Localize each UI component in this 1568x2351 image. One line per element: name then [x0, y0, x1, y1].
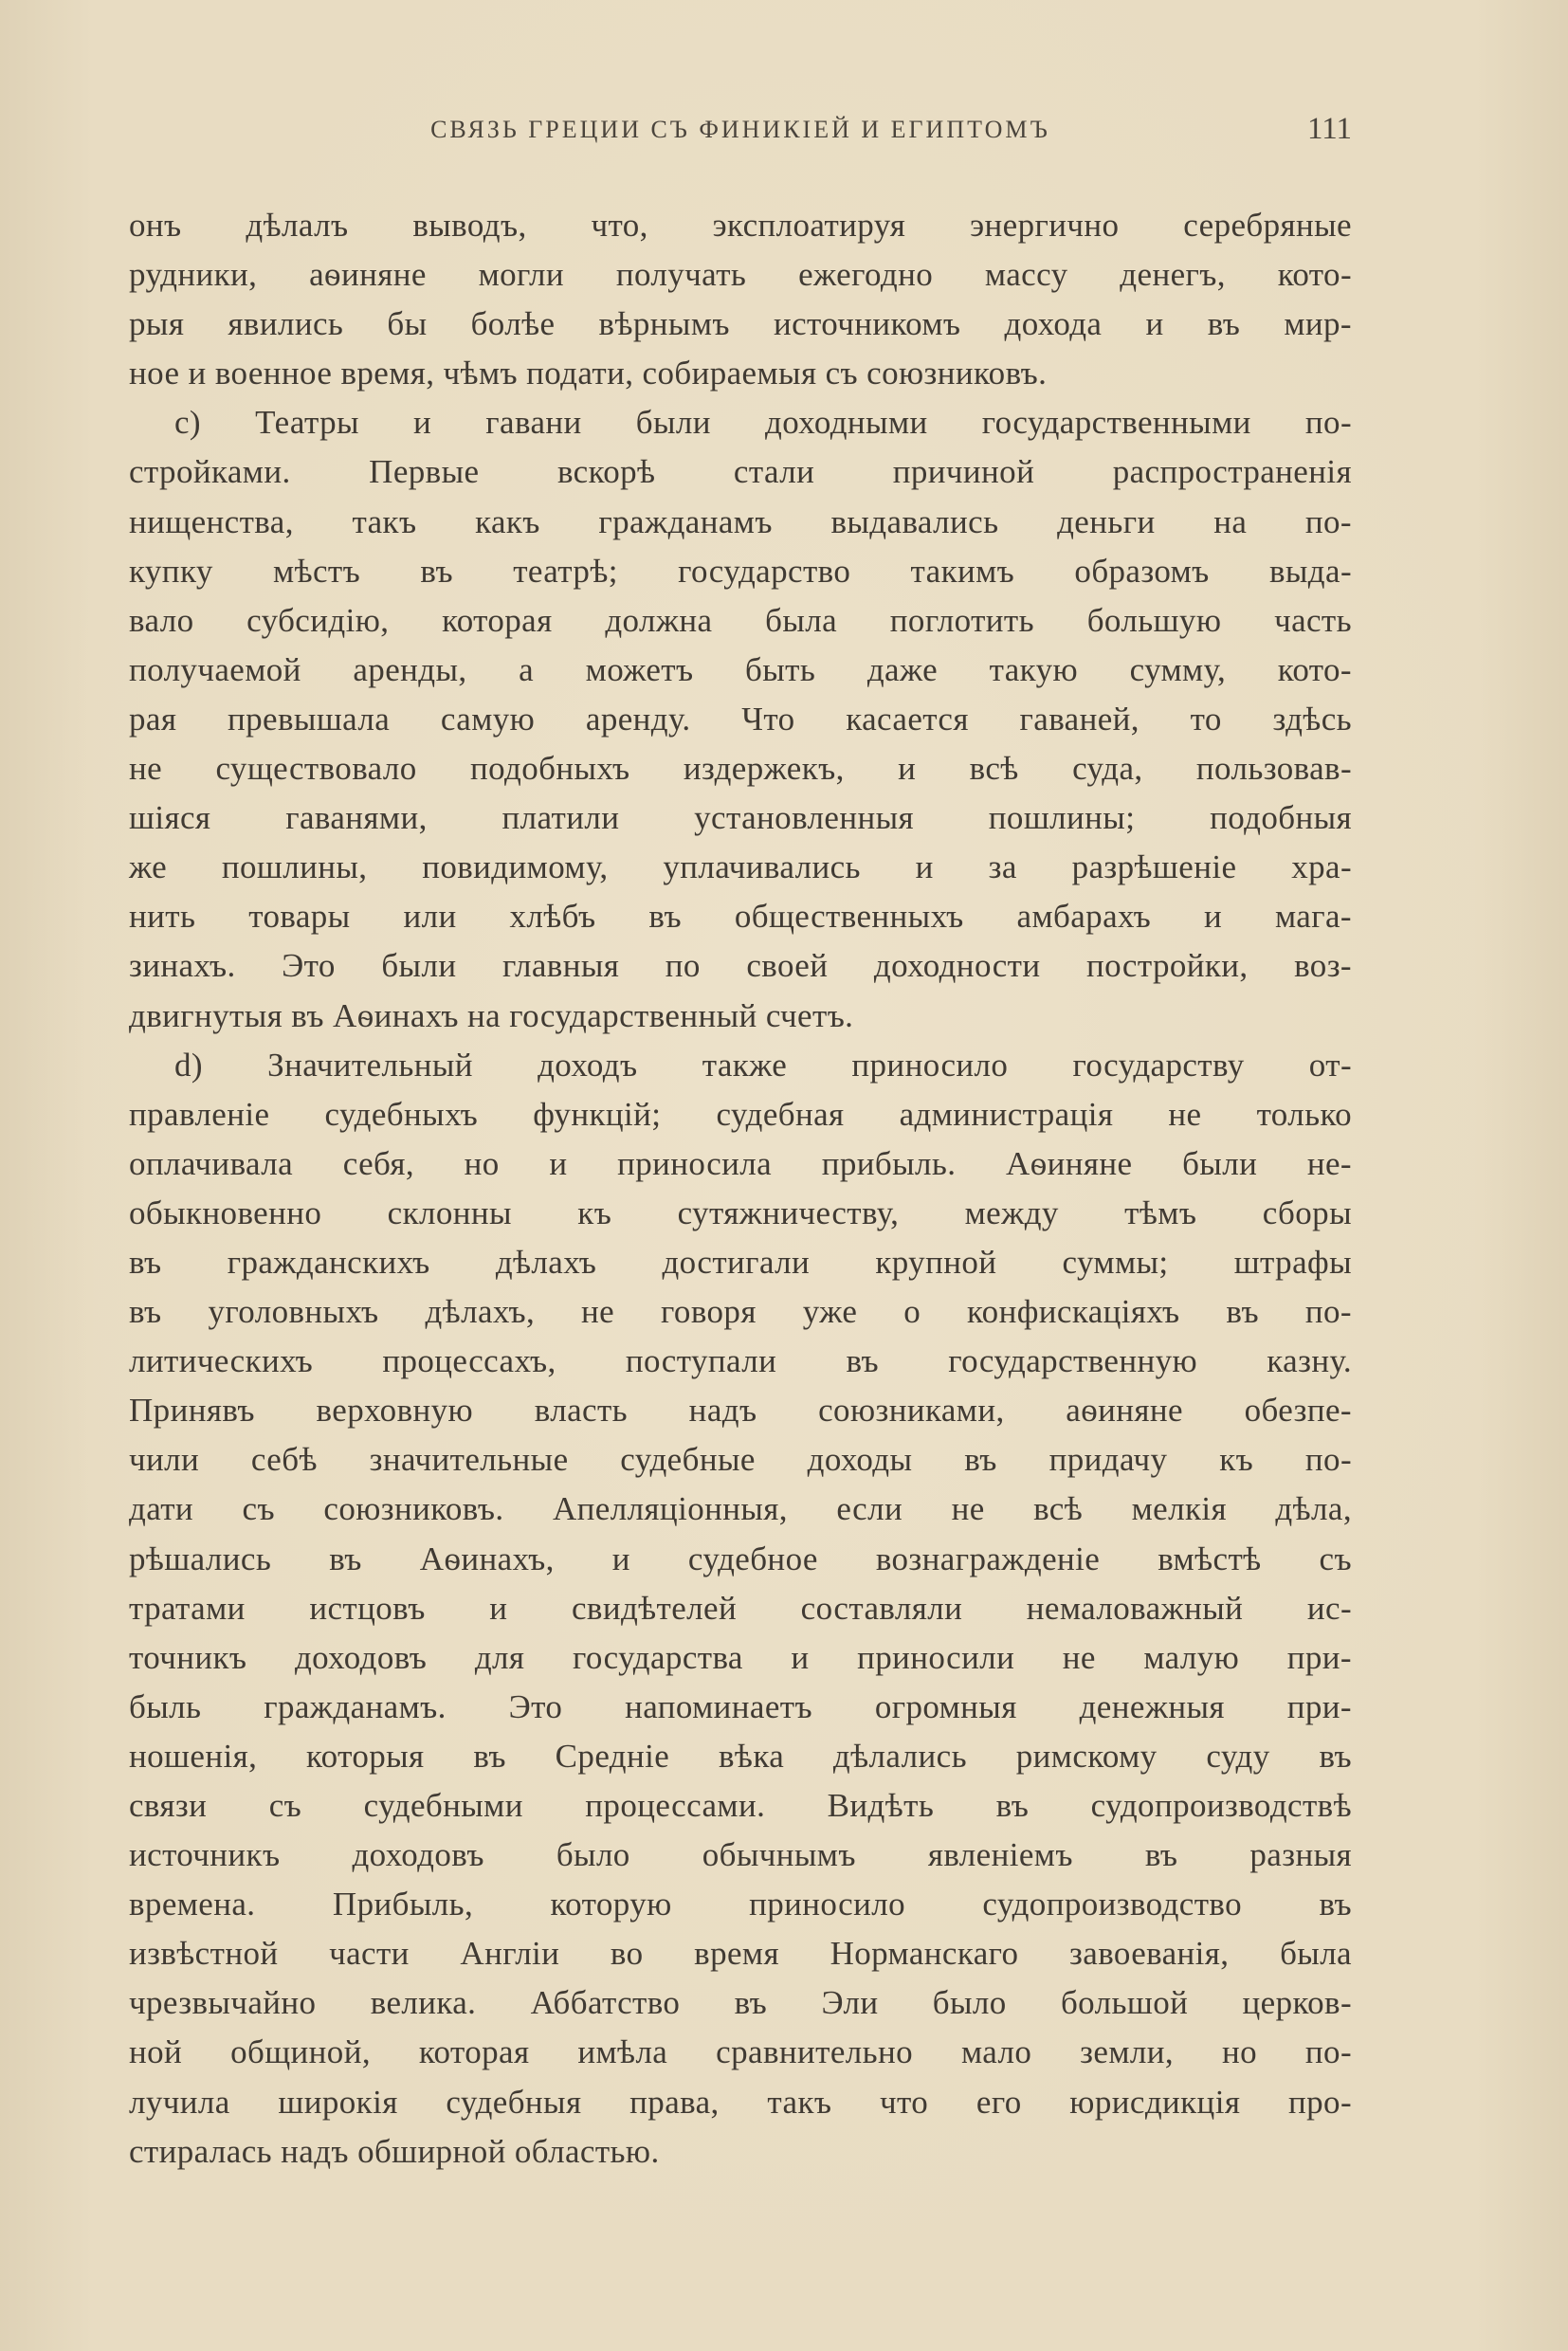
- text-line: рудники, аѳиняне могли получать ежегодно массу денегъ, кото-: [129, 256, 1352, 294]
- text-line: шіяся гаванями, платили установленныя пошлины; подобныя: [129, 799, 1352, 837]
- text-line: правленіе судебныхъ функцій; судебная администрація не только: [129, 1095, 1352, 1133]
- text-line: времена. Прибыль, которую приносило судопроизводство въ: [129, 1886, 1352, 1923]
- text-line: нить товары или хлѣбъ въ общественныхъ амбарахъ и мага-: [129, 898, 1352, 936]
- text-line: въ гражданскихъ дѣлахъ достигали крупной суммы; штрафы: [129, 1243, 1352, 1281]
- text-line: обыкновенно склонны къ сутяжничеству, между тѣмъ сборы: [129, 1194, 1352, 1231]
- text-line: зинахъ. Это были главныя по своей доходности постройки, воз-: [129, 947, 1352, 985]
- text-line: быль гражданамъ. Это напоминаетъ огромныя денежныя при-: [129, 1687, 1352, 1725]
- text-line: же пошлины, повидимому, уплачивались и за разрѣшеніе хра-: [129, 848, 1352, 886]
- text-line: источникъ доходовъ было обычнымъ явленіемъ въ разныя: [129, 1836, 1352, 1874]
- text-line: двигнутыя въ Аѳинахъ на государственный счетъ.: [129, 996, 854, 1034]
- text-line: чили себѣ значительные судебные доходы въ придачу къ по-: [129, 1441, 1352, 1479]
- text-line: вало субсидію, которая должна была поглотить большую часть: [129, 601, 1352, 639]
- text-line: чрезвычайно велика. Аббатство въ Эли было большой церков-: [129, 1984, 1352, 2022]
- text-line: не существовало подобныхъ издержекъ, и всѣ суда, пользовав-: [129, 750, 1352, 788]
- text-line: литическихъ процессахъ, поступали въ государственную казну.: [129, 1342, 1352, 1380]
- text-line: извѣстной части Англіи во время Норманскаго завоеванія, была: [129, 1935, 1352, 1973]
- text-line: купку мѣстъ въ театрѣ; государство такимъ образомъ выда-: [129, 552, 1352, 590]
- text-line: ной общиной, которая имѣла сравнительно мало земли, но по-: [129, 2033, 1352, 2071]
- text-line: Принявъ верховную власть надъ союзниками, аѳиняне обезпе-: [129, 1392, 1352, 1430]
- text-line: оплачивала себя, но и приносила прибыль. Аѳиняне были не-: [129, 1144, 1352, 1182]
- text-line: связи съ судебными процессами. Видѣть въ судопроизводствѣ: [129, 1787, 1352, 1824]
- text-line: лучила широкія судебныя права, такъ что его юрисдикція про-: [129, 2083, 1352, 2121]
- body-text: [129, 201, 1352, 2177]
- text-line: стройками. Первые вскорѣ стали причиной распространенія: [129, 453, 1352, 491]
- text-line: рѣшались въ Аѳинахъ, и судебное вознагражденіе вмѣстѣ съ: [129, 1540, 1352, 1577]
- text-line: въ уголовныхъ дѣлахъ, не говоря уже о конфискаціяхъ въ по-: [129, 1293, 1352, 1331]
- running-head: [129, 112, 1352, 154]
- text-line: c) Театры и гавани были доходными государственными по-: [174, 404, 1352, 442]
- text-line: рая превышала самую аренду. Что касается гаваней, то здѣсь: [129, 700, 1352, 738]
- text-line: точникъ доходовъ для государства и приносили не малую при-: [129, 1638, 1352, 1676]
- running-head-title: СВЯЗЬ ГРЕЦИИ СЪ ФИНИКІЕЙ И ЕГИПТОМЪ: [430, 116, 1050, 143]
- text-line: нищенства, такъ какъ гражданамъ выдавались деньги на по-: [129, 502, 1352, 540]
- text-line: тратами истцовъ и свидѣтелей составляли немаловажный ис-: [129, 1589, 1352, 1627]
- text-line: получаемой аренды, а можетъ быть даже такую сумму, кото-: [129, 650, 1352, 688]
- text-line: рыя явились бы болѣе вѣрнымъ источникомъ дохода и въ мир-: [129, 305, 1352, 343]
- text-line: ное и военное время, чѣмъ подати, собираемыя съ союзниковъ.: [129, 355, 1048, 392]
- text-line: онъ дѣлалъ выводъ, что, эксплоатируя энергично серебряные: [129, 207, 1352, 244]
- page-number: 111: [1306, 112, 1352, 146]
- text-line: d) Значительный доходъ также приносило государству от-: [174, 1046, 1352, 1084]
- text-line: стиралась надъ обширной областью.: [129, 2132, 660, 2170]
- text-line: дати съ союзниковъ. Апелляціонныя, если не всѣ мелкія дѣла,: [129, 1490, 1352, 1528]
- text-line: ношенія, которыя въ Средніе вѣка дѣлались римскому суду въ: [129, 1737, 1352, 1775]
